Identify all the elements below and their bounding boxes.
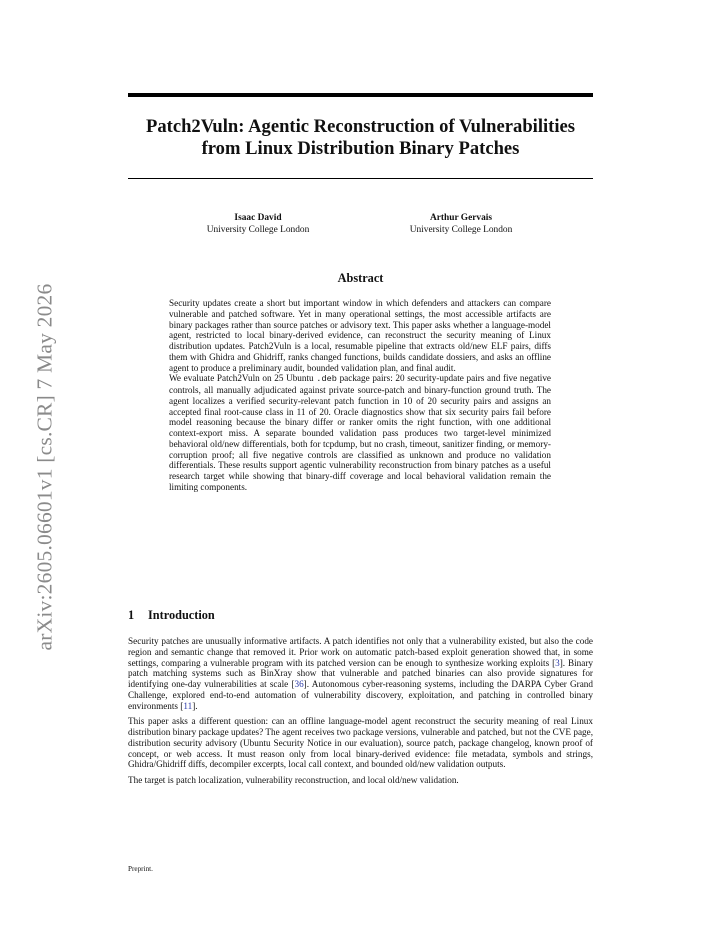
code-inline: .deb [316,374,337,385]
section-heading-introduction [128,608,215,623]
body-text: ]. Autonomous cyber-reasoning systems, including the DARPA Cyber Grand Challenge, explored end-to-end automation of vulnerability discovery, exploitation, and patching in controlled binary environments [ [128,679,593,711]
title-line-2: from Linux Distribution Binary Patches [201,138,520,159]
section-number: 1 [128,608,135,622]
paper-title [120,116,601,160]
abstract-paragraph [169,373,551,492]
citation-link[interactable]: 36 [294,679,304,689]
citation-link[interactable]: 3 [555,657,560,668]
arxiv-identifier-stamp: arXiv:2605.06601v1 [cs.CR] 7 May 2026 [32,283,57,651]
body-text: ]. Binary patch matching systems such as BinXray show that vulnerable and patched binaries can also provide signatures for identifying one-day vulnerabilities at scale [ [128,657,593,689]
title-top-rule [128,93,593,97]
abstract-text: package pairs: 20 security-update pairs and five negative controls, all manually adjudicated against private source-patch and binary-function ground truth. The agent localizes a verified security-relevant patch function in 10 of 20 security pairs and assigns an accepted final root-cause class in 11 of 20. Oracle diagnostics show that six security pairs fail before model reasoning because the binary differ or ranker omits the right function, with one additional context-export miss. A separate bounded validation pass produces two target-level minimized behavioral old/new differentials, both for tcpdump, but no crash, timeout, sanitizer finding, or memory-corruption proof; all five negative controls are classified as unknown and produce no validation differentials. These results support agentic vulnerability reconstruction from binary patches as a useful research target while showing that binary-diff coverage and local behavioral validation remain the limiting components. [169,373,551,492]
title-line-1: Patch2Vuln: Agentic Reconstruction of Vulnerabilities [145,116,576,137]
body-paragraph [128,636,593,711]
abstract-paragraph: Security updates create a short but important window in which defenders and attackers can compare vulnerable and patched software. Yet in many operational settings, the most accessible artifacts are binary packages rather than source patches or advisory text. This paper asks whether a language-model agent, restricted to local binary-derived evidence, can reconstruct the security meaning of Linux distribution updates. Patch2Vuln is a local, resumable pipeline that extracts old/new ELF pairs, diffs them with Ghidra and Ghidriff, ranks changed functions, builds candidate dossiers, and asks an offline agent to produce a preliminary audit, bounded validation plan, and final audit. [169,298,551,373]
author-affiliation: University College London [409,225,513,235]
author-name: Arthur Gervais [429,213,493,223]
author-block [361,212,561,236]
introduction-body [128,636,593,791]
author-affiliation: University College London [206,225,310,235]
citation-link[interactable]: 11 [183,700,193,711]
abstract-body [169,298,551,493]
abstract-text: We evaluate Patch2Vuln on 25 Ubuntu [169,373,317,384]
body-paragraph: The target is patch localization, vulnerability reconstruction, and local old/new validation. [128,775,459,785]
body-text: Security patches are unusually informative artifacts. A patch identifies not only that a vulnerability existed, but also the code region and semantic change that removed it. Prior work on automatic patch-based exploit generation showed that, in some settings, comparing a vulnerable program with its patched version can be enough to synthesize working exploits [ [128,636,593,668]
body-paragraph: This paper asks a different question: can an offline language-model agent reconstruct the security meaning of real Linux distribution binary package updates? The agent receives two package versions, vulnerable and patched, but not the CVE page, distribution security advisory (Ubuntu Security Notice in our evaluation), source patch, package changelog, known proof of concept, or web access. It must reason only from local binary-derived evidence: file metadata, symbols and strings, Ghidra/Ghidriff diffs, decompiler excerpts, local call context, and bounded old/new validation outputs. [128,716,593,770]
title-bottom-rule [128,178,593,179]
author-name: Isaac David [234,213,282,223]
section-title: Introduction [148,608,215,622]
author-block [158,212,358,236]
preprint-footer: Preprint. [128,865,153,873]
body-text: ]. [192,700,198,711]
abstract-heading: Abstract [337,271,384,285]
